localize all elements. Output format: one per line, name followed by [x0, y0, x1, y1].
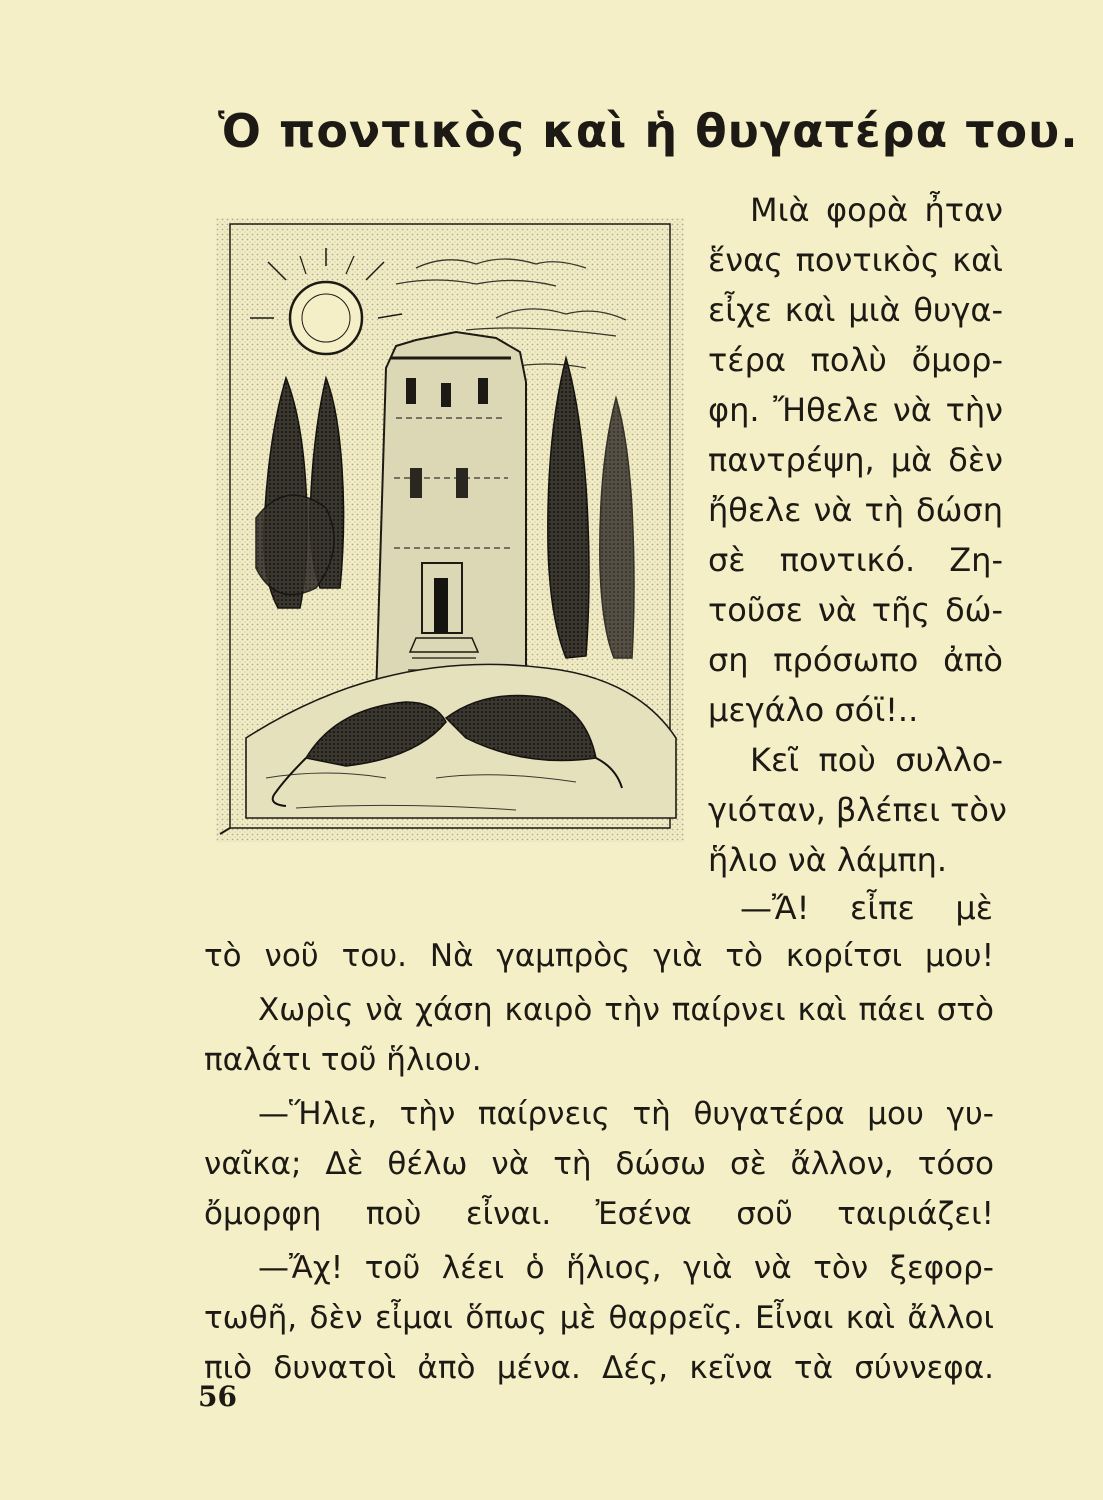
- column-line: παντρέψη, μὰ δὲν: [708, 441, 1003, 479]
- body-line: ὄμορφη ποὺ εἶναι. Ἐσένα σοῦ ταιριάζει!: [204, 1196, 994, 1232]
- body-line: —Ἥλιε, τὴν παίρνεις τὴ θυγατέρα μου γυ-: [258, 1096, 994, 1132]
- column-line: μεγάλο σόϊ!..: [708, 691, 919, 729]
- column-line: φη. Ἤθελε νὰ τὴν: [708, 391, 1003, 429]
- body-line: παλάτι τοῦ ἥλιου.: [204, 1042, 482, 1078]
- page-number: 56: [198, 1380, 237, 1413]
- column-line: —Ἄ! εἶπε μὲ: [740, 889, 993, 927]
- body-line: τωθῆ, δὲν εἶμαι ὅπως μὲ θαρρεῖς. Εἶναι καὶ ἄλλοι: [204, 1300, 994, 1336]
- castle-tower-drawing: [376, 332, 526, 698]
- column-line: τέρα πολὺ ὄμορ-: [708, 341, 1003, 379]
- column-line: γιόταν, βλέπει τὸν: [708, 791, 1007, 829]
- body-line: Χωρὶς νὰ χάση καιρὸ τὴν παίρνει καὶ πάει στὸ: [258, 992, 994, 1028]
- column-line: σὲ ποντικό. Ζη-: [708, 541, 1003, 579]
- column-line: ἤθελε νὰ τὴ δώση: [708, 491, 1003, 529]
- column-line: Μιὰ φορὰ ἦταν: [750, 191, 1003, 229]
- column-line: ἥλιο νὰ λάμπη.: [708, 841, 948, 879]
- column-line: τοῦσε νὰ τῆς δώ-: [708, 591, 1003, 629]
- story-title: Ὁ ποντικὸς καὶ ἡ θυγατέρα του.: [218, 104, 1079, 158]
- body-line: τὸ νοῦ του. Νὰ γαμπρὸς γιὰ τὸ κορίτσι μου!: [204, 938, 994, 974]
- body-line: ναῖκα; Δὲ θέλω νὰ τὴ δώσω σὲ ἄλλον, τόσο: [204, 1146, 994, 1182]
- column-line: Κεῖ ποὺ συλλο-: [750, 741, 1003, 779]
- castle-illustration: [216, 218, 684, 842]
- column-line: εἶχε καὶ μιὰ θυγα-: [708, 291, 1003, 329]
- body-line: —Ἄχ! τοῦ λέει ὁ ἥλιος, γιὰ νὰ τὸν ξεφορ-: [258, 1250, 994, 1286]
- column-line: ση πρόσωπο ἀπὸ: [708, 641, 1003, 679]
- body-line: πιὸ δυνατοὶ ἀπὸ μένα. Δές, κεῖνα τὰ σύννεφα.: [204, 1350, 994, 1386]
- column-line: ἕνας ποντικὸς καὶ: [708, 241, 1003, 279]
